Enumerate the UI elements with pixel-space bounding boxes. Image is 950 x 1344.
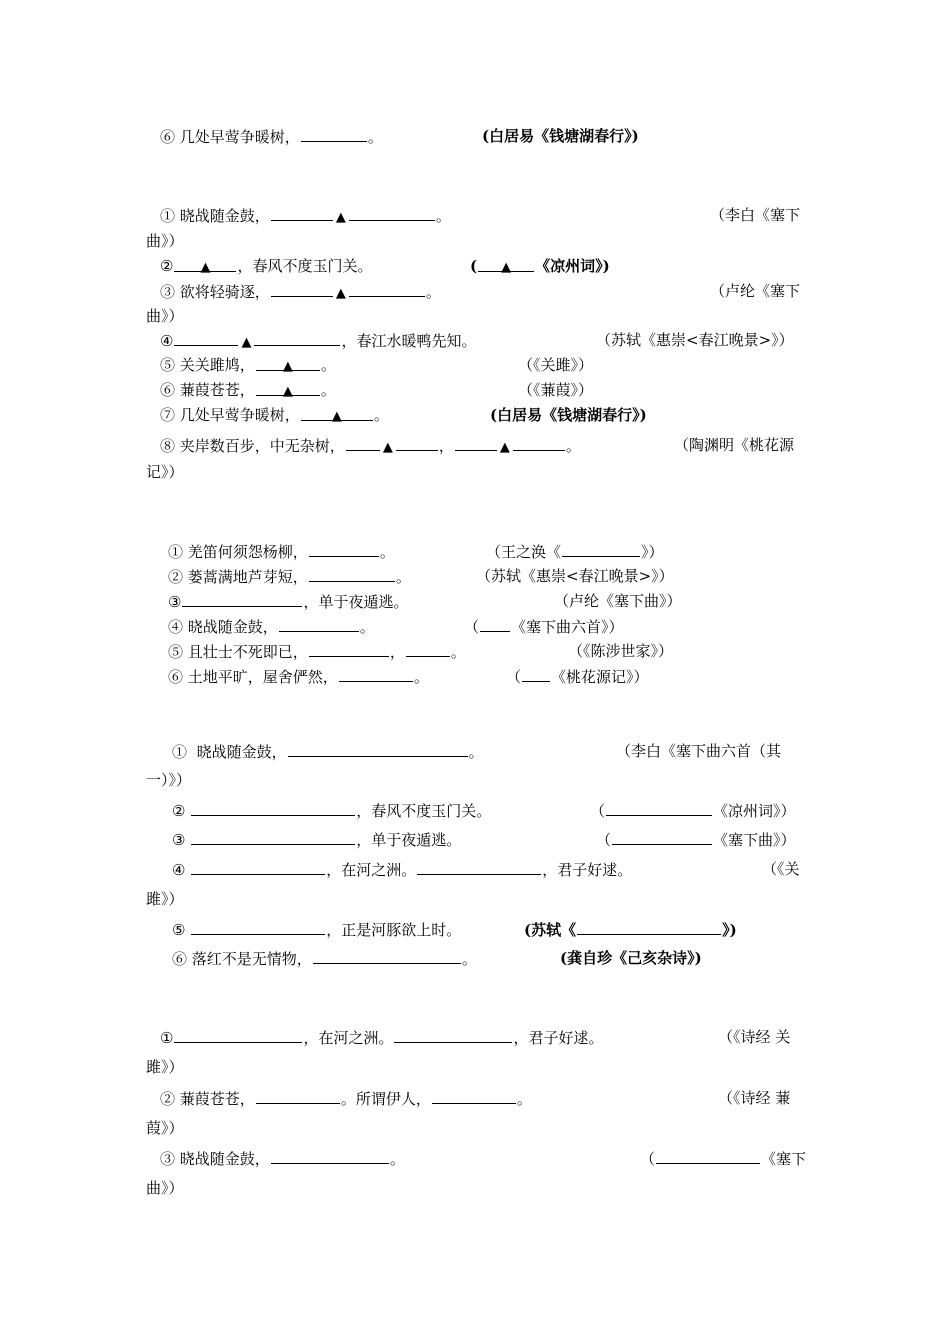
s4-line-3-source <box>596 829 796 850</box>
s3-line-2-source: （苏轼《惠崇<春江晚景>》） <box>476 567 674 585</box>
s5-line-2 <box>160 1088 532 1109</box>
answer-blank[interactable] <box>339 666 413 682</box>
answer-blank[interactable] <box>191 800 355 816</box>
verse-text: 夹岸数百步，中无杂树， <box>179 437 345 455</box>
item-number: ⑥ <box>160 128 176 146</box>
verse-text: 羌笛何须怨杨柳， <box>187 543 308 561</box>
s4-line-6 <box>172 948 477 969</box>
s3-line-2 <box>168 566 411 587</box>
source-title: 《凉州词》） <box>713 802 796 820</box>
s4-line-2-source <box>590 800 796 821</box>
s3-line-3 <box>168 591 408 612</box>
answer-blank[interactable] <box>394 1027 512 1043</box>
punct: 。 <box>389 1150 405 1168</box>
source-title: 《塞下 <box>761 1150 807 1168</box>
item-number: ① <box>160 207 176 225</box>
item-number: ② <box>160 1090 176 1108</box>
verse-text: 关关雎鸠， <box>179 356 255 374</box>
verse-text: 土地平旷，屋舍俨然， <box>187 668 338 686</box>
s5-line-3-source <box>640 1148 806 1169</box>
answer-blank[interactable] <box>406 641 450 657</box>
answer-blank[interactable] <box>417 859 541 875</box>
s5-line-1 <box>160 1027 603 1048</box>
triangle-marker: ▲ <box>335 286 346 301</box>
verse-text: ，春风不度玉门关。 <box>356 802 492 820</box>
punct: 。 <box>461 950 477 968</box>
s3-line-4-source <box>464 616 624 637</box>
verse-text: 晓战随金鼓， <box>179 207 270 225</box>
answer-blank[interactable] <box>349 205 435 221</box>
source-open: （ <box>596 831 612 849</box>
item-number: ⑤ <box>172 921 186 939</box>
answer-blank[interactable] <box>301 405 373 424</box>
s4-line-3 <box>172 829 461 850</box>
item-number: ⑥ <box>168 668 184 686</box>
punct: 。 <box>395 568 411 586</box>
punct: 。 <box>320 356 336 374</box>
answer-blank[interactable] <box>191 829 355 845</box>
answer-blank[interactable] <box>309 566 395 582</box>
punct: 。 <box>435 207 451 225</box>
verse-text: ，君子好逑。 <box>542 861 633 879</box>
s2-line-1 <box>160 205 451 228</box>
verse-text: ，在河之洲。 <box>326 861 417 879</box>
source-title: 《塞下曲》） <box>713 831 796 849</box>
item-number: ④ <box>172 861 186 879</box>
answer-blank[interactable] <box>349 281 425 297</box>
triangle-marker: ▲ <box>382 440 393 455</box>
s5-line-2-source-cont: 葭》） <box>146 1119 184 1137</box>
s4-line-4-source-cont: 雎》） <box>146 890 184 908</box>
verse-text: 蒌蒿满地芦芽短， <box>187 568 308 586</box>
answer-blank[interactable] <box>256 355 320 374</box>
answer-blank[interactable] <box>396 435 438 451</box>
source-open: （ <box>640 1150 656 1168</box>
source-title: 《凉州词》) <box>535 257 610 275</box>
item-number: ③ <box>168 593 182 611</box>
item-number: ② <box>172 802 186 820</box>
answer-blank[interactable] <box>656 1148 760 1164</box>
s3-line-1 <box>168 541 395 562</box>
s5-line-2-source: （《诗经 蒹 <box>718 1089 791 1107</box>
triangle-marker: ▲ <box>501 260 512 275</box>
punct: ， <box>389 643 405 661</box>
item-number: ② <box>168 568 184 586</box>
s4-line-5-source <box>524 919 737 940</box>
verse-text: 。所谓伊人， <box>340 1090 431 1108</box>
s2-line-7 <box>160 405 389 425</box>
s3-line-3-source: （卢纶《塞下曲》） <box>554 592 682 610</box>
answer-blank[interactable] <box>309 641 389 657</box>
item-number: ⑧ <box>160 437 176 455</box>
s3-line-4 <box>168 616 375 637</box>
s4-line-4-source: （《关 <box>762 860 800 878</box>
source-open: （王之涣《 <box>486 543 562 561</box>
s2-line-7-source: (白居易《钱塘湖春行》) <box>490 406 647 424</box>
source-open: ( <box>470 257 478 275</box>
answer-blank[interactable] <box>191 919 325 935</box>
answer-blank[interactable] <box>577 919 721 935</box>
verse-text: 晓战随金鼓， <box>196 743 287 761</box>
verse-text: ，君子好逑。 <box>513 1029 604 1047</box>
s2-line-3 <box>160 281 441 304</box>
answer-blank[interactable] <box>191 859 325 875</box>
answer-blank[interactable] <box>271 205 333 221</box>
item-number: ① <box>168 543 184 561</box>
verse-text: 且壮士不死即已， <box>187 643 308 661</box>
answer-blank[interactable] <box>612 829 712 845</box>
s3-line-5 <box>168 641 466 662</box>
verse-text: 晓战随金鼓， <box>179 1150 270 1168</box>
punct: 。 <box>359 618 375 636</box>
s4-line-5 <box>172 919 461 940</box>
answer-blank[interactable] <box>309 541 379 557</box>
punct: 。 <box>468 743 484 761</box>
item-number: ⑦ <box>160 406 176 424</box>
source-open: （ <box>590 802 606 820</box>
verse-text: ，正是河豚欲上时。 <box>326 921 462 939</box>
s2-line-2-source <box>470 256 610 276</box>
answer-blank[interactable] <box>301 126 367 142</box>
triangle-marker: ▲ <box>200 260 211 275</box>
answer-blank[interactable] <box>288 741 468 757</box>
s4-line-6-source: (龚自珍《己亥杂诗》) <box>560 949 702 967</box>
s2-line-1-source: （李白《塞下 <box>710 206 801 224</box>
s5-line-1-source-cont: 雎》） <box>146 1058 184 1076</box>
s2-line-1-source-cont: 曲》） <box>146 232 184 250</box>
answer-blank[interactable] <box>522 666 550 682</box>
item-number: ③ <box>172 831 186 849</box>
s5-line-3-source-cont: 曲》） <box>146 1179 184 1197</box>
item-number: ② <box>160 257 174 275</box>
s2-line-5 <box>160 355 336 375</box>
verse-text: 欲将轻骑逐， <box>179 283 270 301</box>
s2-line-3-source-cont: 曲》） <box>146 307 184 325</box>
s1-line-6 <box>160 126 383 147</box>
s2-line-4 <box>160 330 476 353</box>
answer-blank[interactable] <box>346 435 380 451</box>
verse-text: ，单于夜遁逃。 <box>356 831 462 849</box>
answer-blank[interactable] <box>279 616 359 632</box>
item-number: ③ <box>160 1150 176 1168</box>
s5-line-1-source: （《诗经 关 <box>718 1028 791 1046</box>
verse-text: 蒹葭苍苍， <box>179 381 255 399</box>
triangle-marker: ▲ <box>499 440 510 455</box>
answer-blank[interactable] <box>256 380 320 399</box>
source-open: （ <box>506 668 522 686</box>
source-title: 《桃花源记》） <box>551 668 649 686</box>
item-number: ③ <box>160 283 176 301</box>
triangle-marker: ▲ <box>241 335 252 350</box>
punct: ， <box>438 437 454 455</box>
verse-text: 几处早莺争暖树， <box>179 406 300 424</box>
s1-line-6-source: (白居易《钱塘湖春行》) <box>482 127 639 145</box>
source-open: (苏轼《 <box>524 921 577 939</box>
s3-line-6-source <box>506 666 649 687</box>
answer-blank[interactable] <box>271 281 333 297</box>
s2-line-3-source: （卢纶《塞下 <box>710 282 801 300</box>
s3-line-5-source: （《陈涉世家》） <box>568 642 674 660</box>
verse-text: ，春风不度玉门关。 <box>237 257 373 275</box>
punct: 。 <box>320 381 336 399</box>
triangle-marker: ▲ <box>282 359 293 374</box>
item-number: ⑤ <box>168 643 184 661</box>
item-number: ④ <box>160 332 174 350</box>
s2-line-6 <box>160 380 336 400</box>
s5-line-3 <box>160 1148 405 1169</box>
answer-blank[interactable] <box>432 1088 516 1104</box>
item-number: ⑥ <box>160 381 176 399</box>
source-close: 》） <box>641 543 664 561</box>
punct: 。 <box>367 128 383 146</box>
triangle-marker: ▲ <box>282 384 293 399</box>
source-close: 》) <box>722 921 737 939</box>
s4-line-1 <box>172 741 484 762</box>
verse-text: ，在河之洲。 <box>303 1029 394 1047</box>
s2-line-8 <box>160 435 581 458</box>
item-number: ④ <box>168 618 184 636</box>
verse-text: 几处早莺争暖树， <box>179 128 300 146</box>
item-number: ⑤ <box>160 356 176 374</box>
s2-line-6-source: （《蒹葭》） <box>518 381 594 399</box>
answer-blank[interactable] <box>313 948 461 964</box>
answer-blank[interactable] <box>174 330 238 346</box>
answer-blank[interactable] <box>174 1027 302 1043</box>
s3-line-6 <box>168 666 429 687</box>
answer-blank[interactable] <box>480 616 510 632</box>
verse-text: 晓战随金鼓， <box>187 618 278 636</box>
punct: 。 <box>516 1090 532 1108</box>
answer-blank[interactable] <box>478 256 534 275</box>
punct: 。 <box>413 668 429 686</box>
answer-blank[interactable] <box>562 541 640 557</box>
answer-blank[interactable] <box>271 1148 389 1164</box>
triangle-marker: ▲ <box>335 210 346 225</box>
s2-line-2 <box>160 256 372 276</box>
punct: 。 <box>373 406 389 424</box>
verse-text: 蒹葭苍苍， <box>179 1090 255 1108</box>
s4-line-1-source: （李白《塞下曲六首（其 <box>616 742 782 760</box>
s4-line-4 <box>172 859 632 880</box>
s4-line-2 <box>172 800 491 821</box>
s2-line-4-source: （苏轼《惠崇<春江晚景>》） <box>596 331 794 349</box>
verse-text: ，单于夜遁逃。 <box>303 593 409 611</box>
item-number: ① <box>172 743 188 761</box>
answer-blank[interactable] <box>256 1088 340 1104</box>
answer-blank[interactable] <box>455 435 497 451</box>
item-number: ① <box>160 1029 174 1047</box>
punct: 。 <box>379 543 395 561</box>
answer-blank[interactable] <box>513 435 565 451</box>
answer-blank[interactable] <box>182 591 302 607</box>
punct: 。 <box>565 437 581 455</box>
answer-blank[interactable] <box>174 256 236 275</box>
punct: 。 <box>450 643 466 661</box>
s3-line-1-source <box>486 541 664 562</box>
item-number: ⑥ <box>172 950 188 968</box>
s2-line-5-source: （《关雎》） <box>518 356 594 374</box>
s4-line-1-source-cont: 一）》） <box>146 771 192 789</box>
triangle-marker: ▲ <box>331 409 342 424</box>
answer-blank[interactable] <box>254 330 340 346</box>
answer-blank[interactable] <box>606 800 712 816</box>
s2-line-8-source-cont: 记》） <box>146 463 184 481</box>
punct: 。 <box>425 283 441 301</box>
source-title: 《塞下曲六首》） <box>511 618 624 636</box>
verse-text: ，春江水暖鸭先知。 <box>341 332 477 350</box>
s2-line-8-source: （陶渊明《桃花源 <box>674 436 795 454</box>
verse-text: 落红不是无情物， <box>191 950 312 968</box>
source-open: （ <box>464 618 480 636</box>
